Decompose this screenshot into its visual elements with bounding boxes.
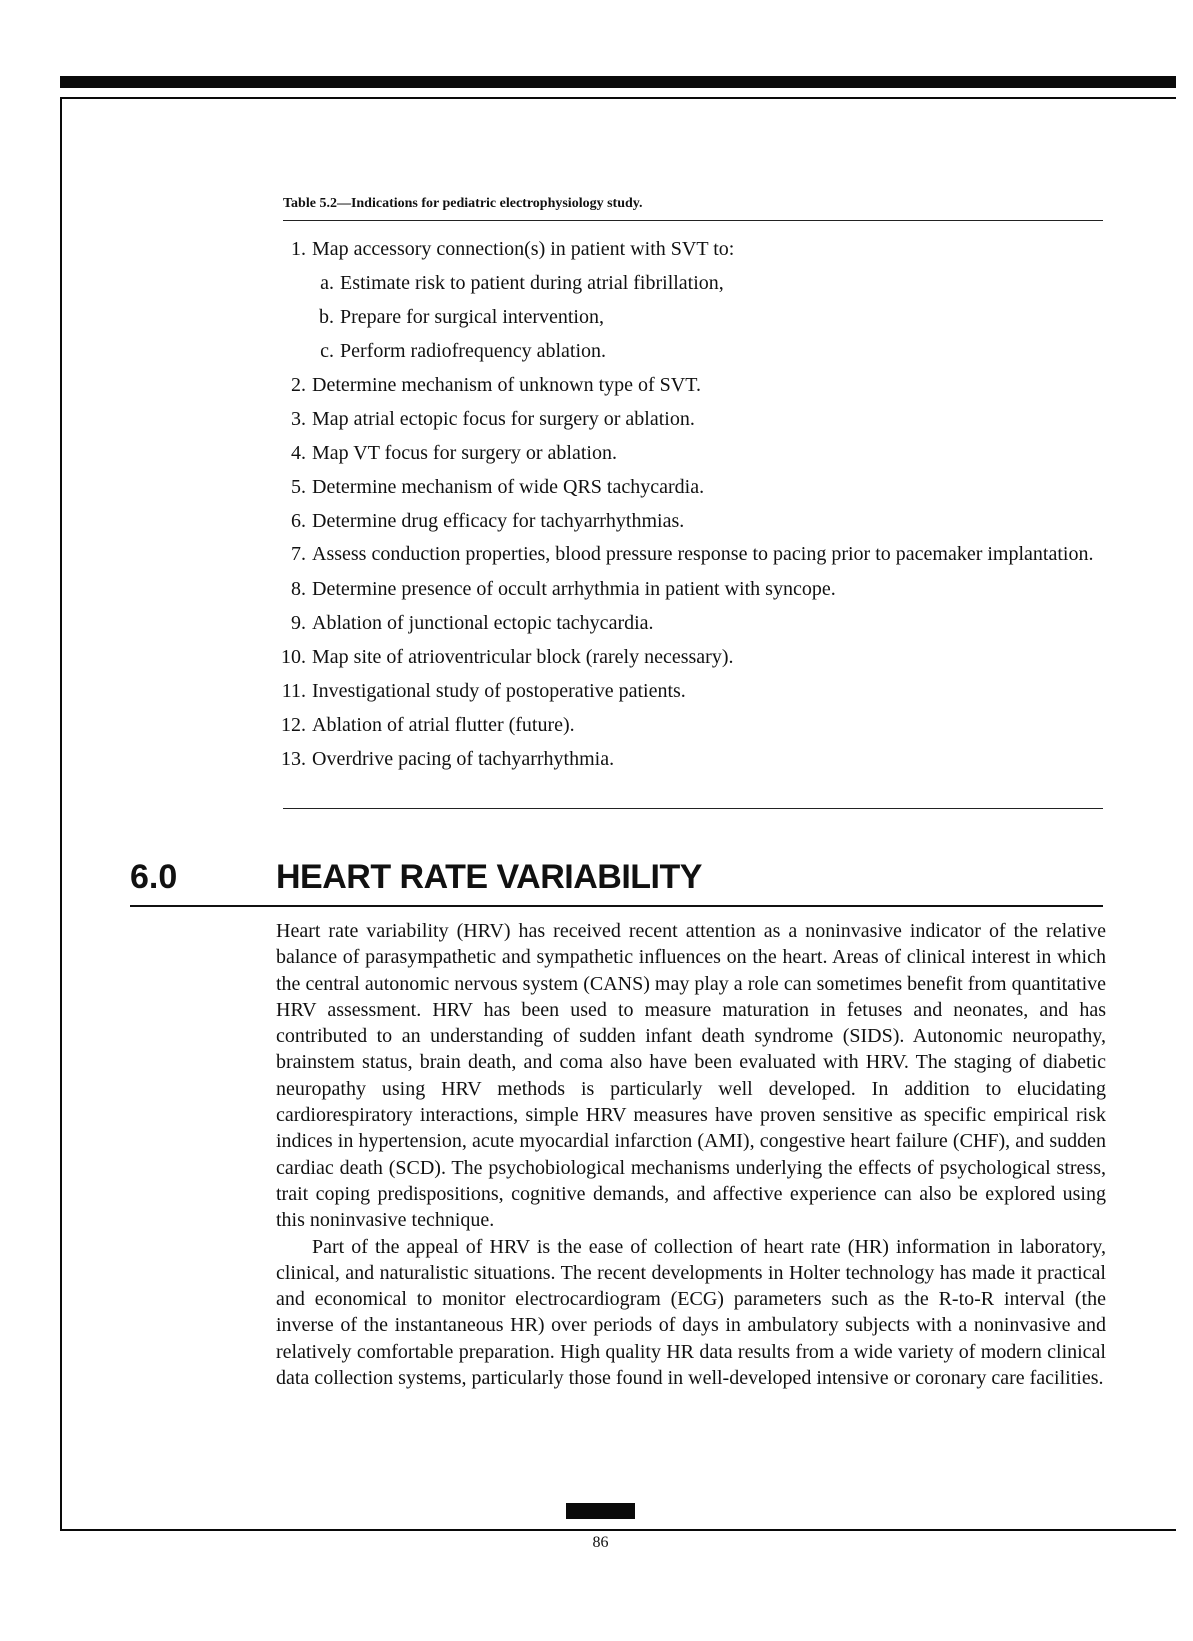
item-text: Assess conduction properties, blood pressure response to pacing prior to pacemaker implantation. bbox=[312, 543, 1094, 565]
item-number: 11. bbox=[281, 680, 306, 702]
frame-left-rule bbox=[60, 97, 62, 1531]
item-number: 10. bbox=[281, 646, 306, 668]
item-number: 3. bbox=[291, 408, 306, 430]
indications-list bbox=[270, 232, 1120, 776]
table-top-rule bbox=[283, 220, 1103, 221]
header-bar bbox=[60, 76, 1176, 88]
item-text: Investigational study of postoperative patients. bbox=[312, 680, 686, 702]
list-item bbox=[270, 538, 1120, 572]
page-marker bbox=[566, 1503, 635, 1519]
item-text: Determine mechanism of unknown type of SVT. bbox=[312, 374, 701, 396]
item-text: Determine mechanism of wide QRS tachycardia. bbox=[312, 476, 705, 498]
section-body bbox=[276, 918, 1106, 1391]
list-item bbox=[270, 674, 1120, 708]
item-text: Map site of atrioventricular block (rarely necessary). bbox=[312, 646, 734, 668]
list-item bbox=[270, 708, 1120, 742]
list-item bbox=[270, 640, 1120, 674]
list-item bbox=[270, 368, 1120, 402]
list-item bbox=[270, 334, 1120, 368]
item-number: 2. bbox=[291, 374, 306, 396]
paragraph: Heart rate variability (HRV) has received recent attention as a noninvasive indicator of the relative balance of parasympathetic and sympathetic influences on the heart. Areas of clinical interest in which the central autonomic nervous system (CANS) may play a role can sometimes benefit from quantitative HRV assessment. HRV has been used to measure maturation in fetuses and neonates, and has contributed to an understanding of sudden infant death syndrome (SIDS). Autonomic neuropathy, brainstem status, brain death, and coma also have been evaluated with HRV. The staging of diabetic neuropathy using HRV methods is particularly well developed. In addition to elucidating cardiorespiratory interactions, simple HRV measures have proven sensitive as specific empirical risk indices in hypertension, acute myocardial infarction (AMI), congestive heart failure (CHF), and sudden cardiac death (SCD). The psychobiological mechanisms underlying the effects of psychological stress, trait coping predispositions, cognitive demands, and affective experience can also be explored using this noninvasive technique. bbox=[276, 920, 1106, 1232]
list-item bbox=[270, 436, 1120, 470]
item-text: Map accessory connection(s) in patient with SVT to: bbox=[312, 238, 735, 260]
item-number: c. bbox=[320, 340, 334, 362]
list-item bbox=[270, 606, 1120, 640]
list-item bbox=[270, 742, 1120, 776]
page-number: 86 bbox=[592, 1534, 609, 1551]
section-rule bbox=[130, 905, 1103, 907]
item-text: Ablation of atrial flutter (future). bbox=[312, 714, 575, 736]
list-item bbox=[270, 470, 1120, 504]
item-text: Overdrive pacing of tachyarrhythmia. bbox=[312, 748, 615, 770]
frame-bottom-rule bbox=[60, 1529, 1176, 1531]
section-title: HEART RATE VARIABILITY bbox=[276, 858, 702, 896]
list-item bbox=[270, 504, 1120, 538]
item-number: 6. bbox=[291, 510, 306, 532]
list-item bbox=[270, 300, 1120, 334]
table-caption: Table 5.2—Indications for pediatric electrophysiology study. bbox=[283, 196, 643, 211]
item-number: b. bbox=[319, 306, 334, 328]
item-number: 9. bbox=[291, 612, 306, 634]
section-number: 6.0 bbox=[130, 858, 178, 896]
item-text: Determine drug efficacy for tachyarrhythmias. bbox=[312, 510, 685, 532]
item-text: Map atrial ectopic focus for surgery or ablation. bbox=[312, 408, 695, 430]
item-text: Map VT focus for surgery or ablation. bbox=[312, 442, 617, 464]
item-text: Estimate risk to patient during atrial fibrillation, bbox=[340, 272, 724, 294]
item-number: 12. bbox=[281, 714, 306, 736]
list-item bbox=[270, 232, 1120, 266]
item-number: 8. bbox=[291, 578, 306, 600]
list-item bbox=[270, 266, 1120, 300]
item-text: Determine presence of occult arrhythmia in patient with syncope. bbox=[312, 578, 836, 600]
paragraph: Part of the appeal of HRV is the ease of collection of heart rate (HR) information in laboratory, clinical, and naturalistic situations. The recent developments in Holter technology has made it practical and economical to monitor electrocardiogram (ECG) parameters such as the R-to-R interval (the inverse of the instantaneous HR) over periods of days in ambulatory subjects with a noninvasive and relatively comfortable preparation. High quality HR data results from a wide variety of modern clinical data collection systems, particularly those found in well-developed intensive or coronary care facilities. bbox=[276, 1235, 1106, 1390]
item-number: 5. bbox=[291, 476, 306, 498]
item-number: 7. bbox=[291, 543, 306, 565]
item-text: Perform radiofrequency ablation. bbox=[340, 340, 607, 362]
item-text: Ablation of junctional ectopic tachycardia. bbox=[312, 612, 654, 634]
item-number: 4. bbox=[291, 442, 306, 464]
frame-top-rule bbox=[60, 97, 1176, 99]
item-number: a. bbox=[320, 272, 334, 294]
item-text: Prepare for surgical intervention, bbox=[340, 306, 604, 328]
item-number: 1. bbox=[291, 238, 306, 260]
list-item bbox=[270, 402, 1120, 436]
table-bottom-rule bbox=[283, 808, 1103, 809]
item-number: 13. bbox=[281, 748, 306, 770]
list-item bbox=[270, 572, 1120, 606]
